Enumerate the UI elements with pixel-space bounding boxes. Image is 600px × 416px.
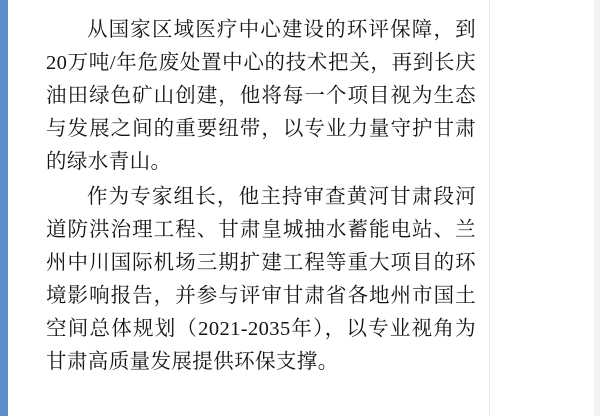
page-right-gutter bbox=[489, 0, 600, 416]
page-edge-shade bbox=[594, 0, 600, 416]
paragraph: 从国家区域医疗中心建设的环评保障，到20万吨/年危废处置中心的技术把关，再到长庆油田绿色矿山创建，他将每一个项目视为生态与发展之间的重要纽带，以专业力量守护甘肃的绿水青山。 bbox=[46, 19, 476, 173]
left-accent-bar bbox=[0, 0, 8, 416]
paragraph: 作为专家组长，他主持审查黄河甘肃段河道防洪治理工程、甘肃皇城抽水蓄能电站、兰州中川国际机场三期扩建工程等重大项目的环境影响报告，并参与评审甘肃省各地州市国土空间总体规划（2021-2035年），以专业视角为甘肃高质量发展提供环保支撑。 bbox=[46, 186, 476, 373]
document-body bbox=[8, 0, 490, 416]
